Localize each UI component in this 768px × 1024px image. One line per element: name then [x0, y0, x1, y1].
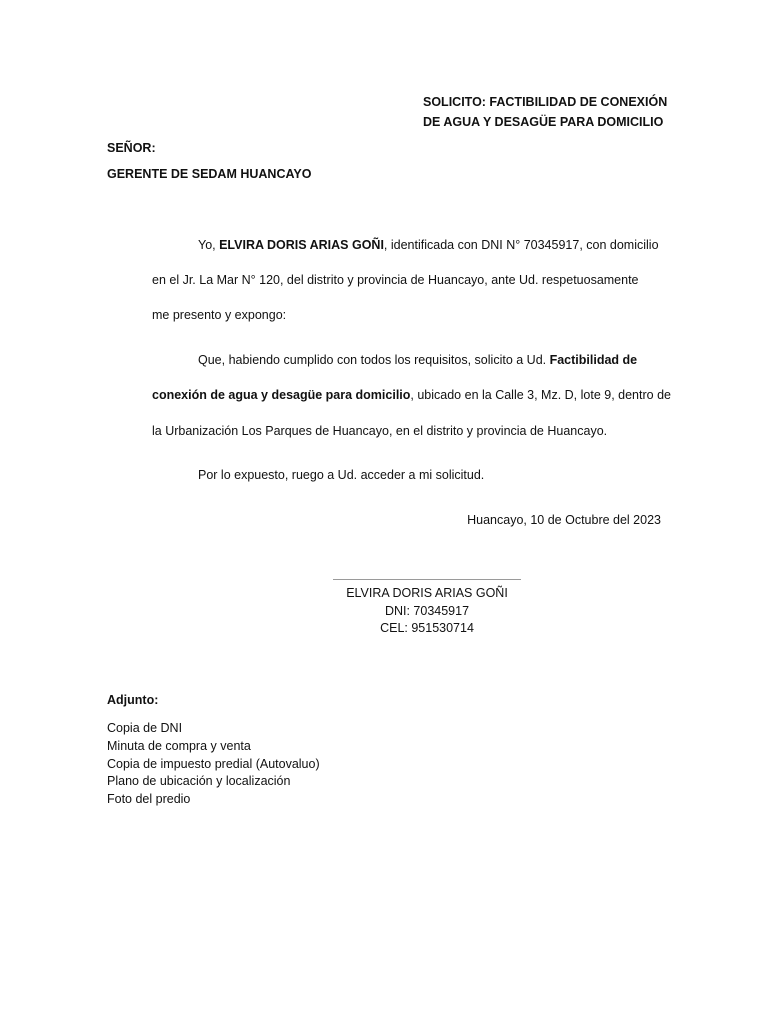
- salutation: SEÑOR:: [107, 141, 156, 155]
- p2-pre: Que, habiendo cumplido con todos los requisitos, solicito a Ud.: [198, 353, 550, 367]
- list-item: Minuta de compra y venta: [107, 738, 251, 753]
- list-item: Foto del predio: [107, 792, 191, 807]
- paragraph-2-line-1: [198, 353, 637, 367]
- date-line: Huancayo, 10 de Octubre del 2023: [467, 513, 661, 527]
- recipient: GERENTE DE SEDAM HUANCAYO: [107, 167, 312, 181]
- signature-cel: CEL: 951530714: [380, 621, 474, 635]
- subject-line-1: SOLICITO: FACTIBILIDAD DE CONEXIÓN: [423, 95, 668, 109]
- p2-bold-1: Factibilidad de: [549, 353, 638, 367]
- p2-bold-2: conexión de agua y desagüe para domicilio: [152, 388, 411, 402]
- paragraph-3: Por lo expuesto, ruego a Ud. acceder a mi solicitud.: [198, 468, 485, 482]
- list-item: Plano de ubicación y localización: [107, 774, 291, 789]
- p1-pre: Yo,: [198, 238, 220, 252]
- attachments-heading: Adjunto:: [107, 693, 159, 707]
- paragraph-2-line-3: la Urbanización Los Parques de Huancayo, en el distrito y provincia de Huancayo.: [152, 424, 608, 438]
- p1-post: , identificada con DNI N° 70345917, con domicilio: [383, 238, 659, 252]
- p2-post-2: , ubicado en la Calle 3, Mz. D, lote 9, dentro de: [410, 388, 671, 402]
- subject-block: [423, 92, 667, 132]
- p1-name: ELVIRA DORIS ARIAS GOÑI: [219, 238, 384, 252]
- paragraph-1-line-2: en el Jr. La Mar N° 120, del distrito y provincia de Huancayo, ante Ud. respetuosamente: [152, 273, 639, 287]
- paragraph-1-line-1: [198, 238, 659, 252]
- signature-name: ELVIRA DORIS ARIAS GOÑI: [346, 586, 508, 600]
- subject-line-2: DE AGUA Y DESAGÜE PARA DOMICILIO: [423, 115, 664, 129]
- list-item: Copia de impuesto predial (Autovaluo): [107, 756, 320, 771]
- paragraph-1-line-3: me presento y expongo:: [152, 308, 287, 322]
- signature-dni: DNI: 70345917: [384, 603, 470, 618]
- signature-line: [333, 579, 521, 580]
- paragraph-2-line-2: [152, 388, 671, 402]
- list-item: Copia de DNI: [107, 721, 183, 735]
- attachments-list: [107, 720, 320, 809]
- signature-block: [333, 585, 521, 638]
